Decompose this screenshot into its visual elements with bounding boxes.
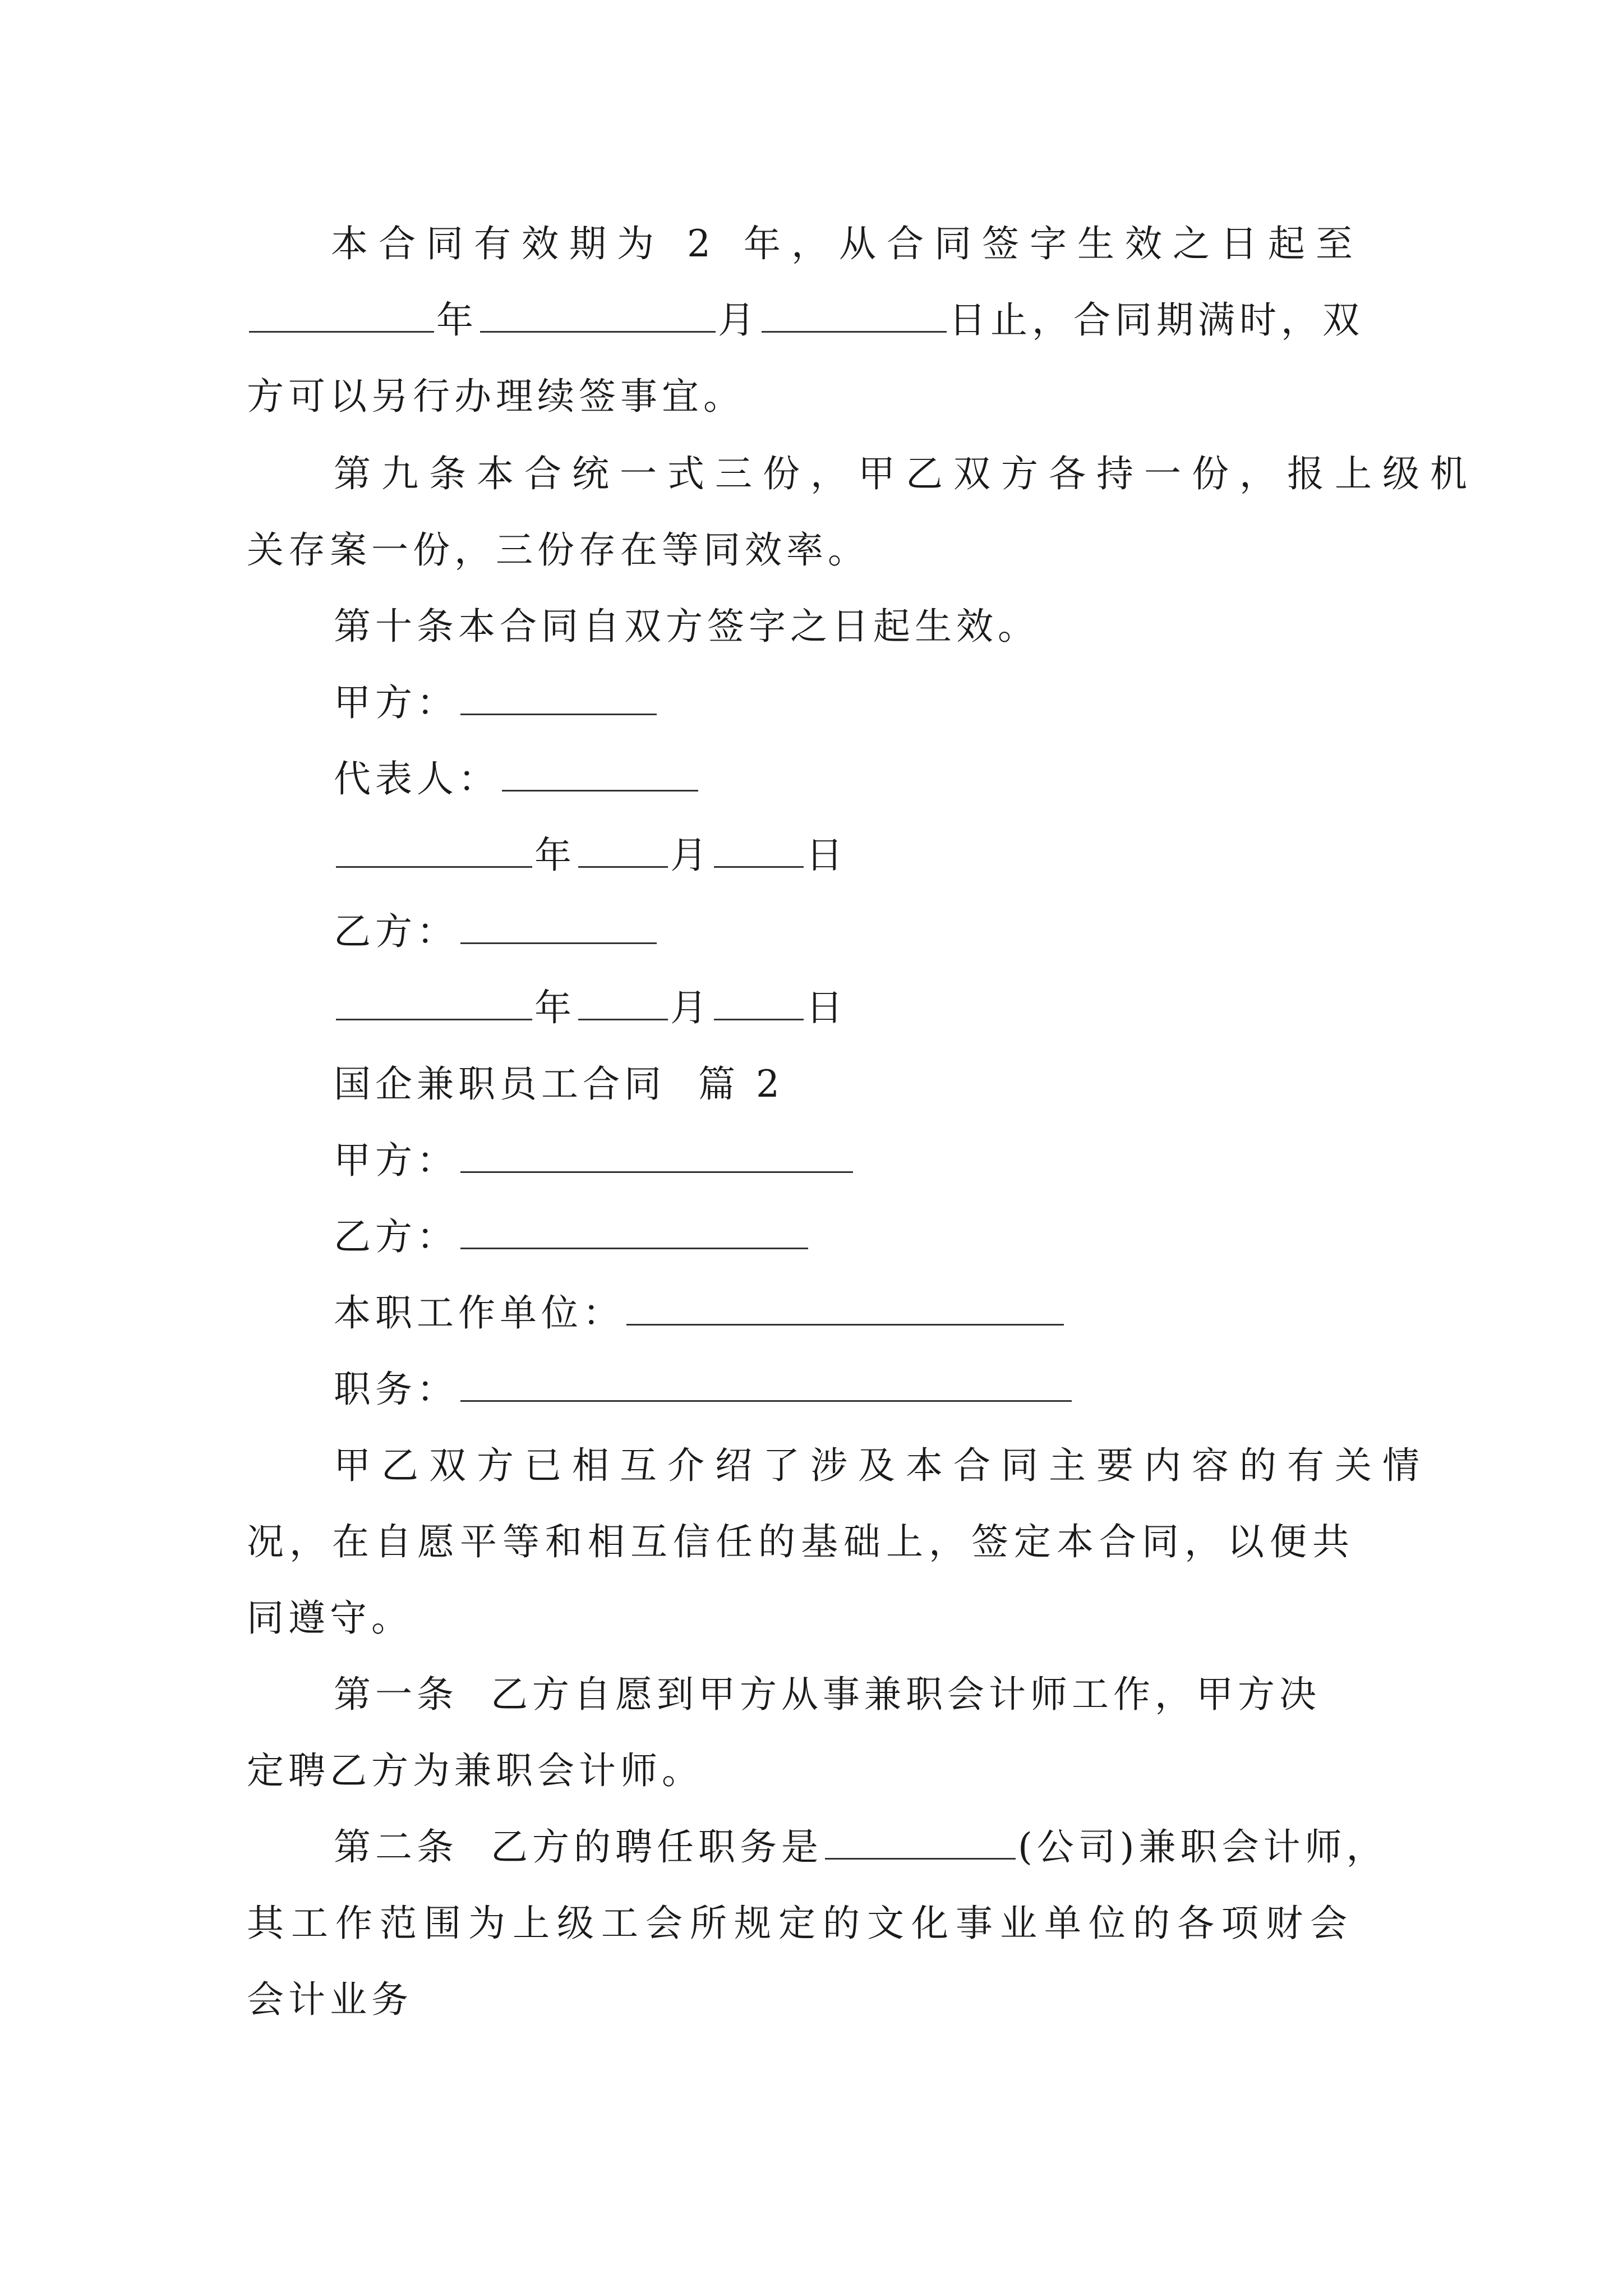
- article-1-line1: 第一条 乙方自愿到甲方从事兼职会计师工作，甲方决: [334, 1673, 1321, 1716]
- article-1-line2: 定聘乙方为兼职会计师。: [247, 1749, 703, 1792]
- paragraph-term-line2: 年 月 日止，合同期满时，双: [247, 289, 1391, 351]
- paragraph-term-line1: 本合同有效期为 2 年，从合同签字生效之日起至: [331, 222, 1363, 265]
- blank-party-a-signature: [460, 673, 657, 715]
- blank-party-a: [460, 1131, 853, 1173]
- blank-date-year: [336, 826, 532, 868]
- intro-line1: 甲乙双方已相互介绍了涉及本合同主要内容的有关情: [334, 1444, 1430, 1487]
- position-field: 职务：: [334, 1359, 1478, 1420]
- article-2-line2: 其工作范围为上级工会所规定的文化事业单位的各项财会: [247, 1902, 1354, 1945]
- blank-date-month: [578, 978, 668, 1020]
- article-9-line2: 关存案一份，三份存在等同效率。: [247, 528, 869, 572]
- blank-company: [825, 1818, 1016, 1860]
- article-2-line1: 第二条 乙方的聘任职务是 (公司)兼职会计师，: [334, 1816, 1478, 1878]
- blank-position: [460, 1360, 1072, 1402]
- blank-representative-signature: [502, 749, 698, 792]
- intro-line2: 况，在自愿平等和相互信任的基础上，签定本合同，以便共: [247, 1520, 1355, 1563]
- blank-party-b: [460, 1207, 808, 1249]
- article-9-line1: 第九条本合统一式三份，甲乙双方各持一份，报上级机: [334, 452, 1478, 495]
- blank-month: [480, 291, 716, 333]
- party-b-field: 乙方：: [334, 1206, 1478, 1268]
- employer-field: 本职工作单位：: [334, 1282, 1478, 1344]
- blank-day: [762, 291, 947, 333]
- signature-representative: 代表人：: [334, 748, 1478, 810]
- article-2-line3: 会计业务: [247, 1978, 413, 2021]
- intro-line3: 同遵守。: [247, 1596, 413, 1640]
- blank-year: [249, 291, 434, 333]
- paragraph-term-line3: 方可以另行办理续签事宜。: [247, 375, 745, 418]
- blank-date-day: [714, 826, 804, 868]
- blank-date-year: [336, 978, 532, 1020]
- signature-party-a: 甲方：: [334, 672, 1478, 734]
- signature-date-a: 年 月 日: [334, 825, 1478, 886]
- party-a-field: 甲方：: [334, 1130, 1478, 1191]
- section-2-title: 国企兼职员工合同 篇 2: [334, 1062, 784, 1106]
- blank-date-day: [714, 978, 804, 1020]
- blank-party-b-signature: [460, 902, 657, 944]
- signature-party-b: 乙方：: [334, 901, 1478, 963]
- blank-employer: [626, 1283, 1064, 1326]
- article-10: 第十条本合同自双方签字之日起生效。: [334, 605, 1039, 648]
- signature-date-b: 年 月 日: [334, 977, 1478, 1039]
- blank-date-month: [578, 826, 668, 868]
